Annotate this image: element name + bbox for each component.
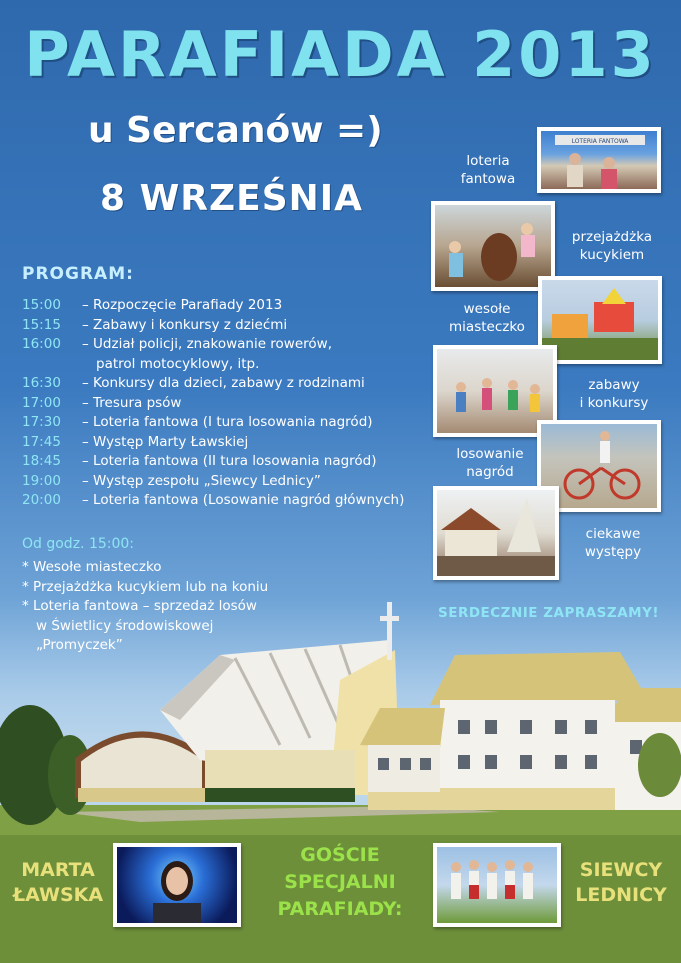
caption-wesole: wesołe miasteczko — [449, 301, 525, 335]
caption-ciekawe: ciekawe występy — [584, 526, 642, 560]
schedule-row — [22, 491, 422, 511]
list-item: w Świetlicy środowiskowej — [36, 617, 214, 634]
schedule-row — [22, 394, 422, 414]
poster-title: PARAFIADA 2013 — [24, 18, 657, 91]
schedule-desc: patrol motocyklowy, itp. — [96, 355, 260, 372]
schedule-row — [22, 355, 422, 375]
list-item: * Przejażdżka kucykiem lub na koniu — [22, 578, 269, 595]
schedule-time: 17:30 — [22, 414, 61, 430]
schedule-row — [22, 433, 422, 453]
list-item: „Promyczek” — [36, 637, 123, 653]
schedule-desc: – Rozpoczęcie Parafiady 2013 — [82, 297, 283, 313]
poster-subtitle: u Sercanów =) — [88, 110, 383, 151]
caption-przejazdzka: przejażdżka kucykiem — [571, 229, 653, 263]
list-item: * Loteria fantowa – sprzedaż losów — [22, 598, 257, 614]
schedule-row — [22, 374, 422, 394]
guest-siewcy-label: SIEWCY LEDNICY — [575, 859, 667, 906]
photo-loteria — [537, 127, 661, 193]
schedule-time — [22, 355, 82, 375]
photo-stage — [433, 486, 559, 580]
schedule-desc: – Występ zespołu „Siewcy Lednicy” — [82, 472, 321, 489]
schedule-desc: – Udział policji, znakowanie rowerów, — [82, 336, 333, 352]
loteria-sign: LOTERIA FANTOWA — [571, 138, 629, 145]
schedule-desc: – Loteria fantowa (Losowanie nagród głównych) — [82, 492, 405, 508]
schedule-time: 19:00 — [22, 472, 61, 489]
schedule-time: 15:15 — [22, 316, 61, 333]
schedule-time: 17:00 — [22, 394, 61, 411]
schedule-time: 18:45 — [22, 453, 61, 469]
schedule-desc: – Występ Marty Ławskiej — [82, 433, 249, 450]
guest-center-label: GOŚCIE SPECJALNI PARAFIADY: — [277, 844, 403, 920]
schedule-row — [22, 296, 422, 316]
schedule-row — [22, 316, 422, 336]
from-hour-list — [22, 558, 322, 656]
schedule-desc: – Tresura psów — [82, 394, 182, 411]
schedule-time: 16:30 — [22, 375, 61, 391]
list-item: * Wesołe miasteczko — [22, 559, 162, 575]
schedule-time: 16:00 — [22, 336, 61, 352]
program-heading: PROGRAM: — [22, 264, 134, 284]
schedule-desc: – Konkursy dla dzieci, zabawy z rodzinami — [82, 375, 365, 391]
photo-marta — [113, 843, 241, 927]
schedule-row — [22, 335, 422, 355]
photo-siewcy — [433, 843, 561, 927]
caption-loteria: loteria fantowa — [460, 153, 516, 187]
schedule-row — [22, 413, 422, 433]
caption-zabawy: zabawy i konkursy — [579, 377, 649, 411]
schedule-desc: – Loteria fantowa (I tura losowania nagród) — [82, 414, 373, 430]
guest-marta-label: MARTA ŁAWSKA — [12, 859, 104, 906]
program-schedule — [22, 296, 422, 511]
schedule-time: 20:00 — [22, 492, 61, 508]
schedule-row — [22, 452, 422, 472]
photo-pony — [431, 201, 555, 291]
caption-losowanie: losowanie nagród — [456, 446, 524, 480]
invite-text: SERDECZNIE ZAPRASZAMY! — [438, 605, 660, 621]
event-date: 8 WRZEŚNIA — [100, 178, 364, 219]
schedule-time: 17:45 — [22, 433, 61, 450]
schedule-time: 15:00 — [22, 297, 61, 313]
from-hour-heading: Od godz. 15:00: — [22, 536, 135, 552]
schedule-row — [22, 472, 422, 492]
schedule-desc: – Zabawy i konkursy z dziećmi — [82, 316, 288, 333]
schedule-desc: – Loteria fantowa (II tura losowania nagród) — [82, 453, 377, 469]
